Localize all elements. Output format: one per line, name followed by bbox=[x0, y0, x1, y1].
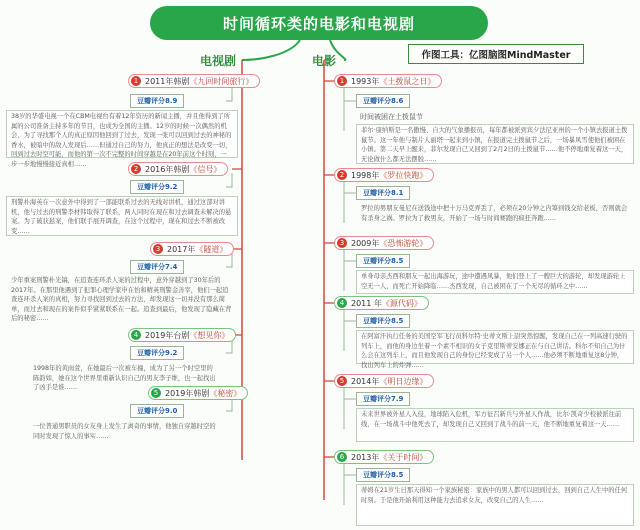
movie-plot-3: 单身母亲杰西和朋友一起出海游玩，途中遭遇风暴，他们登上了一艘巨大的游轮，却发现游轮上空无一人，而死亡开始降临……杰西发现，自己被困在了一个无尽的循环之中…… bbox=[356, 270, 634, 294]
movie-meta: 2014年 bbox=[351, 376, 380, 386]
movie-score-line bbox=[344, 247, 356, 291]
movie-plot-1: 菲尔·康纳斯是一名傲慢、自大的气象播报员，每年都被派到宾夕法尼亚州的一个小镇去报道土拨鼠节。这一年他与制片人丽塔一起来到小镇，在报道完土拨鼠节之后，一场暴风雪使他们被困在小镇。第二天早上醒来，菲尔发现自己又回到了2月2日的土拨鼠节……他不停地重复着这一天，无论做什么都无法摆脱…… bbox=[356, 124, 634, 164]
movie-name: 《明日边缘》 bbox=[379, 376, 428, 386]
movie-score-5: 豆瓣评分7.9 bbox=[356, 392, 410, 406]
movie-plot-6: 蒂姆在21岁生日那天得知一个家族秘密：家族中的男人都可以回到过去，回到自己人生中的任何时刻。于是他开始利用这种能力去追求女友，改变自己的人生…… bbox=[356, 484, 634, 526]
movie-score-4: 豆瓣评分8.5 bbox=[356, 314, 410, 328]
movie-plot-2: 罗拉的男朋友曼尼在送钱途中把十万马克弄丢了，必须在20分钟之内筹到钱交给老板，否则就会有杀身之祸。罗拉为了救男友，开始了一场与时间赛跑的疯狂奔跑…… bbox=[361, 205, 628, 222]
tv-title-4 bbox=[128, 328, 236, 342]
number-badge: 2 bbox=[337, 170, 347, 180]
movie-plot-5: 未来世界被外星人入侵，地球陷入危机，军方征召新兵与外星人作战，比尔·凯奇少校被派往前线，在一场战斗中他死去了，却发现自己又回到了战斗的前一天，他不断地重复着这一天…… bbox=[356, 408, 634, 442]
tv-score-5: 豆瓣评分9.0 bbox=[130, 404, 184, 418]
movie-meta: 1998年 bbox=[351, 170, 380, 180]
movie-title-4 bbox=[334, 296, 429, 310]
tv-score-3: 豆瓣评分7.4 bbox=[130, 260, 184, 274]
movie-name: 《关于时间》 bbox=[379, 452, 428, 462]
number-badge: 2 bbox=[131, 164, 141, 174]
tv-title-5 bbox=[148, 386, 248, 400]
tv-score-line bbox=[226, 173, 232, 187]
number-badge: 5 bbox=[337, 376, 347, 386]
movie-score-1: 豆瓣评分8.6 bbox=[356, 94, 410, 108]
movie-title-5 bbox=[334, 374, 434, 388]
movie-score-3: 豆瓣评分8.5 bbox=[356, 254, 410, 268]
tv-score-line bbox=[226, 87, 232, 101]
number-badge: 6 bbox=[337, 452, 347, 462]
tv-plot-2: 刑警朴海英在一次意外中得到了一部能联系过去的无线对讲机，通过这部对讲机，他与过去的刑警李材韩取得了联系，两人同时在现在和过去调查未解决的悬案。为了破获悬案，他们联手展开调查，在这个过程中，现在和过去不断被改变…… bbox=[6, 196, 238, 236]
tv-plot-3: 少年重案刑警朴光镐，在追查连环杀人案的过程中，意外穿越到了30年后的2017年。在那里他遇到了犯罪心理学家申在怡和精英刑警金善宰，他们一起追查连环杀人案的真相，努力寻找回到过去的方法，却发现这一切并没有那么简单，而过去和现在的案件似乎紧紧联系在一起。追查到最后，他发现了隐藏在背后的秘密…… bbox=[11, 277, 232, 323]
number-badge: 1 bbox=[337, 76, 347, 86]
movie-name: 《恐怖游轮》 bbox=[379, 238, 428, 248]
movie-title-6 bbox=[334, 450, 434, 464]
number-badge: 5 bbox=[151, 388, 161, 398]
movie-title-3 bbox=[334, 236, 434, 250]
movie-title-2 bbox=[334, 168, 434, 182]
tv-meta: 2019年台剧 bbox=[145, 330, 190, 340]
branch-movies: 电影 bbox=[312, 54, 337, 68]
tv-score-4: 豆瓣评分9.2 bbox=[130, 346, 184, 360]
tv-meta: 2017年 bbox=[167, 244, 196, 254]
tv-title-2 bbox=[128, 162, 228, 176]
movie-score-line bbox=[344, 307, 356, 351]
number-badge: 3 bbox=[153, 244, 163, 254]
tv-score-2: 豆瓣评分9.2 bbox=[130, 180, 184, 194]
movie-score-line bbox=[344, 385, 356, 429]
number-badge: 3 bbox=[337, 238, 347, 248]
tv-title-3 bbox=[150, 242, 234, 256]
movie-plot-4: 在阿富汗执行任务的美国空军飞行员科尔特·史蒂文斯上尉突然惊醒，发现自己在一列高速行驶的列车上，而他的身边坐着一个素不相识的女子克里斯蒂安娜正在与自己讲话。科尔不知自己为什么会在这列车上，而且他发现自己的身份已经变成了另一个人……他必须不断地重复这8分钟，找出列车上的炸弹…… bbox=[356, 330, 634, 364]
diagram-title: 时间循环类的电影和电视剧 bbox=[150, 6, 488, 40]
tv-name: 《隧道》 bbox=[195, 244, 228, 254]
movie-score-line bbox=[344, 179, 356, 223]
tv-meta: 2016年韩剧 bbox=[145, 164, 190, 174]
root-to-tv-line bbox=[242, 40, 300, 60]
movie-score-line bbox=[344, 461, 356, 505]
number-badge: 1 bbox=[131, 76, 141, 86]
movie-name: 《源代码》 bbox=[381, 298, 422, 308]
movie-score-2: 豆瓣评分8.1 bbox=[356, 186, 410, 200]
movie-meta: 2009年 bbox=[351, 238, 380, 248]
tv-plot-5: 一位普通男职员的女友身上发生了离奇的事情，他独自穿越时空的同时发现了惊人的事实…… bbox=[33, 423, 216, 440]
movie-title-1 bbox=[334, 74, 442, 88]
movie-meta: 1993年 bbox=[351, 76, 380, 86]
movie-tagline-1: 时间被困在土拨鼠节 bbox=[360, 113, 423, 121]
movie-name: 《土拨鼠之日》 bbox=[379, 76, 436, 86]
tv-plot-4: 1998年的黄雨萱，在她最后一次被车撞，成为了另一个时空里的陈韵如，她在这个世界里重新认识自己的男友李子维，也一起找出了凶手是谁…… bbox=[33, 365, 216, 392]
branch-tv: 电视剧 bbox=[200, 54, 237, 68]
tv-name: 《信号》 bbox=[189, 164, 222, 174]
movie-name: 《罗拉快跑》 bbox=[379, 170, 428, 180]
tv-name: 《想见你》 bbox=[189, 330, 230, 340]
tv-plot-1: 38岁的华盛电视一个在CBM电视台有着12年资历的新闻主播，并且他得到了所属的公司准备主持多年的节目，也成为全国的主播。12岁的时候一次偶然的机会，为了寻找那个人的真正原因他回到了过去，发现一张可以回到过去的神秘的香水，被暗中的敌人发现后……但通过自己的努力，他真正的想法是改变一切，回到过去时空可能，而他的第一次不完整的时间穿越是在20年前这个时刻，一步一步地慢慢接近真相…… bbox=[6, 110, 238, 158]
tv-meta: 2011年韩剧 bbox=[145, 76, 190, 86]
tv-title-1 bbox=[128, 74, 260, 88]
number-badge: 4 bbox=[337, 298, 347, 308]
tv-meta: 2019年韩剧 bbox=[165, 388, 210, 398]
tv-score-1: 豆瓣评分8.9 bbox=[130, 94, 184, 108]
movie-meta: 2011 年 bbox=[351, 298, 382, 308]
movie-score-6: 豆瓣评分8.5 bbox=[356, 468, 410, 482]
tool-credit: 作图工具：亿图脑图MindMaster bbox=[408, 44, 584, 64]
tv-name: 《秘密》 bbox=[209, 388, 242, 398]
tv-name: 《九回时间旅行》 bbox=[189, 76, 254, 86]
movie-score-line bbox=[344, 87, 356, 131]
movie-meta: 2013年 bbox=[351, 452, 380, 462]
number-badge: 4 bbox=[131, 330, 141, 340]
